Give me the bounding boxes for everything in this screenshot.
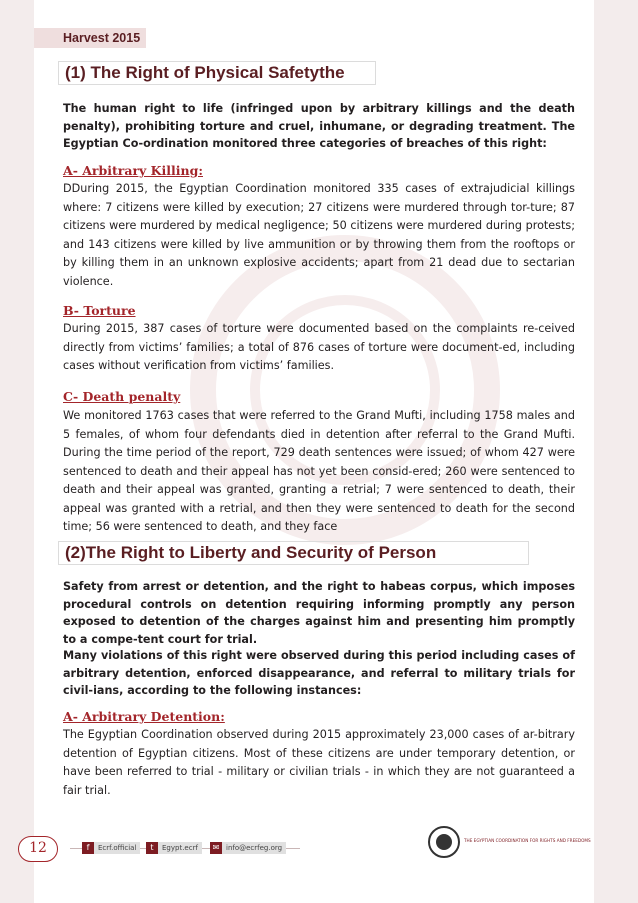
arbitrary-detention-text: The Egyptian Coordination observed during 2015 approximately 23,000 cases of ar-bitrary detention of Egyptian citizens. Most of these citizens are under temporary detention, or have been referred to trial - military or civilian trials - in which they are not guaranteed a fair trial. bbox=[63, 728, 575, 797]
footer-email[interactable] bbox=[210, 842, 286, 854]
facebook-label: Ecrf.official bbox=[94, 842, 140, 854]
twitter-icon: t bbox=[146, 842, 158, 854]
arbitrary-detention-heading: A- Arbitrary Detention: bbox=[63, 709, 225, 724]
left-margin-strip bbox=[0, 0, 34, 903]
section2-heading: (2)The Right to Liberty and Security of Person bbox=[58, 541, 529, 565]
arbitrary-killing-text: DDuring 2015, the Egyptian Coordination monitored 335 cases of extrajudicial killings where: 7 citizens were killed by execution; 27 citizens were murdered through tor-ture; 87 citizens were murdered by medical negligence; 50 citizens were murdered during protests; and 143 citizens were killed by live ammunition or by throwing them from the rooftops or by killing them in an unknown explosive accidents; apart from 21 dead due to sectarian violence. bbox=[63, 182, 575, 288]
organization-logo-text: THE EGYPTIAN COORDINATION FOR RIGHTS AND FREEDOMS bbox=[464, 838, 591, 843]
section2-violations: Many violations of this right were observed during this period including cases of arbitrary detention, enforced disappearance, and referral to military trials for civil-ians, according to the following instances: bbox=[63, 649, 575, 697]
arbitrary-killing-heading: A- Arbitrary Killing: bbox=[63, 163, 203, 178]
email-icon: ✉ bbox=[210, 842, 222, 854]
footer-twitter[interactable] bbox=[146, 842, 202, 854]
facebook-icon: f bbox=[82, 842, 94, 854]
footer-facebook[interactable] bbox=[82, 842, 140, 854]
torture-heading: B- Torture bbox=[63, 303, 136, 318]
death-penalty-heading: C- Death penalty bbox=[63, 389, 181, 404]
twitter-label: Egypt.ecrf bbox=[158, 842, 202, 854]
email-label: info@ecrfeg.org bbox=[222, 842, 286, 854]
organization-logo-emblem bbox=[436, 834, 452, 850]
page-header-title: Harvest 2015 bbox=[63, 31, 141, 45]
section1-heading: (1) The Right of Physical Safetythe bbox=[58, 61, 376, 85]
page-number: 12 bbox=[18, 836, 58, 862]
section2-intro: Safety from arrest or detention, and the right to habeas corpus, which imposes procedural controls on detention requiring informing promptly any person exposed to detention of the charges against him and presenting him promptly to a compe-tent court for trial. bbox=[63, 580, 575, 646]
torture-text: During 2015, 387 cases of torture were documented based on the complaints re-ceived directly from victims’ families; a total of 876 cases of torture were document-ed, including cases without verification from victims’ families. bbox=[63, 322, 575, 372]
right-margin-strip bbox=[594, 0, 638, 903]
section1-intro: The human right to life (infringed upon by arbitrary killings and the death penalty), prohibiting torture and cruel, inhumane, or degrading treatment. The Egyptian Co-ordination monitored three categories of breaches of this right: bbox=[63, 102, 575, 150]
death-penalty-text: We monitored 1763 cases that were referred to the Grand Mufti, including 1758 males and 5 females, of whom four defendants died in detention after referral to the Grand Mufti. During the time period of the report, 729 death sentences were issued; of whom 427 were sentenced to death and their appeal has not yet been consid-ered; 260 were sentenced to death and their appeal was granted, granting a retrial; 7 were sentenced to death, their appeal was granted with a retrial, and then they were sentenced to death for the second time; 56 were sentenced to death, and they face bbox=[63, 409, 575, 533]
